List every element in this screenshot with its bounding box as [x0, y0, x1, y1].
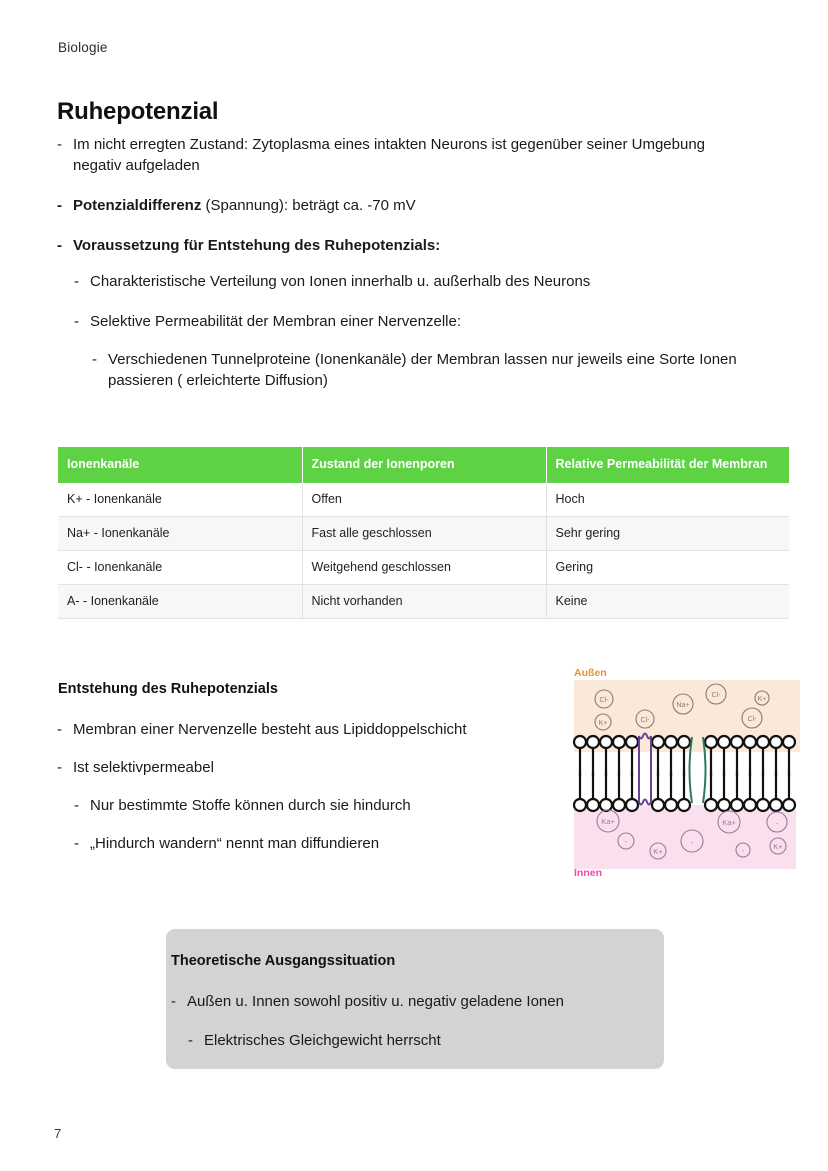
- bullet-marker: -: [57, 759, 62, 776]
- bullet-marker: -: [188, 1032, 193, 1049]
- list-item-label: Elektrisches Gleichgewicht herrscht: [204, 1032, 441, 1049]
- table-header-cell: Relative Permeabilität der Membran: [546, 447, 789, 483]
- page-number: 7: [54, 1126, 62, 1141]
- svg-text:K+: K+: [653, 847, 663, 856]
- list-item: [57, 757, 557, 778]
- callout-title: Theoretische Ausgangssituation: [171, 953, 396, 969]
- table-cell: Cl- - Ionenkanäle: [58, 551, 302, 585]
- table-cell: K+ - Ionenkanäle: [58, 483, 302, 517]
- list-item-lead: Voraussetzung für Entstehung des Ruhepotenzials:: [73, 237, 441, 254]
- list-item-label: [73, 235, 440, 256]
- bullet-marker: -: [57, 197, 62, 214]
- inside-region: [574, 805, 796, 869]
- list-item-label: Im nicht erregten Zustand: Zytoplasma eines intakten Neurons ist gegenüber seiner Umgebung negativ aufgeladen: [73, 136, 706, 174]
- bullet-marker: -: [57, 237, 62, 254]
- list-item: [74, 833, 554, 854]
- list-item-label: Membran einer Nervenzelle besteht aus Lipiddoppelschicht: [73, 721, 467, 738]
- bullet-marker: -: [92, 351, 97, 368]
- outside-label: Außen: [574, 667, 607, 679]
- lipid-upper-leaflet: [574, 736, 795, 776]
- table-cell: Fast alle geschlossen: [302, 517, 546, 551]
- svg-text:Ka+: Ka+: [601, 817, 615, 826]
- table-cell: Weitgehend geschlossen: [302, 551, 546, 585]
- list-item-label: Ist selektivpermeabel: [73, 759, 214, 776]
- membrane-diagram: [566, 665, 804, 878]
- subject-label: Biologie: [58, 40, 108, 55]
- svg-text:Cl-: Cl-: [711, 692, 721, 699]
- lipid-lower-leaflet: [574, 771, 795, 811]
- bullet-marker: -: [74, 835, 79, 852]
- svg-text:-: -: [690, 838, 694, 847]
- svg-text:K+: K+: [773, 842, 783, 851]
- list-item-label: Außen u. Innen sowohl positiv u. negativ geladene Ionen: [187, 993, 564, 1010]
- table-row: [58, 585, 789, 619]
- table-row: [58, 517, 789, 551]
- svg-text:-: -: [624, 837, 628, 846]
- list-item: [57, 235, 757, 256]
- bullet-marker: -: [57, 136, 62, 153]
- section-heading: Entstehung des Ruhepotenzials: [58, 681, 278, 697]
- list-item: [74, 795, 554, 816]
- list-item: [74, 311, 764, 332]
- bullet-marker: -: [74, 797, 79, 814]
- svg-text:Cl-: Cl-: [747, 716, 757, 723]
- table-cell: Gering: [546, 551, 789, 585]
- list-item: [57, 195, 757, 216]
- table-cell: A- - Ionenkanäle: [58, 585, 302, 619]
- list-item-label: Nur bestimmte Stoffe können durch sie hindurch: [90, 797, 411, 814]
- svg-text:K+: K+: [598, 720, 608, 727]
- bullet-marker: -: [74, 273, 79, 290]
- list-item-label: Verschiedenen Tunnelproteine (Ionenkanäle) der Membran lassen nur jeweils eine Sorte Ionen passieren ( erleichterte Diffusion): [108, 351, 737, 389]
- table-cell: Sehr gering: [546, 517, 789, 551]
- table-cell: Keine: [546, 585, 789, 619]
- svg-text:Na+: Na+: [676, 702, 690, 709]
- svg-text:K+: K+: [757, 696, 767, 703]
- list-item-rest: (Spannung): beträgt ca. -70 mV: [201, 197, 416, 214]
- table-header-cell: Zustand der Ionenporen: [302, 447, 546, 483]
- inside-label: Innen: [574, 867, 602, 878]
- list-item-label: Charakteristische Verteilung von Ionen innerhalb u. außerhalb des Neurons: [90, 273, 591, 290]
- list-item-label: Selektive Permeabilität der Membran einer Nervenzelle:: [90, 313, 462, 330]
- table-cell: Na+ - Ionenkanäle: [58, 517, 302, 551]
- svg-text:Cl-: Cl-: [599, 697, 609, 704]
- list-item: [57, 134, 757, 176]
- table-row: [58, 483, 789, 517]
- page-title: Ruhepotenzial: [57, 98, 219, 125]
- bullet-marker: -: [74, 313, 79, 330]
- list-item: [188, 1030, 638, 1051]
- table-header-row: [58, 447, 789, 483]
- bullet-marker: -: [171, 993, 176, 1010]
- list-item-lead: Potenzialdifferenz: [73, 197, 202, 214]
- table-row: [58, 551, 789, 585]
- list-item: [92, 349, 772, 391]
- list-item: [171, 991, 641, 1012]
- list-item-label: „Hindurch wandern“ nennt man diffundieren: [90, 835, 380, 852]
- ion-channel-table: [58, 447, 789, 619]
- list-item: [57, 719, 557, 740]
- list-item-label: [73, 195, 416, 216]
- table-cell: Offen: [302, 483, 546, 517]
- svg-text:-: -: [775, 819, 779, 828]
- svg-text:-: -: [741, 846, 745, 855]
- svg-text:Cl-: Cl-: [640, 717, 650, 724]
- list-item: [74, 271, 764, 292]
- bullet-marker: -: [57, 721, 62, 738]
- table-header-cell: Ionenkanäle: [58, 447, 302, 483]
- svg-text:Ka+: Ka+: [722, 818, 736, 827]
- table-cell: Nicht vorhanden: [302, 585, 546, 619]
- table-cell: Hoch: [546, 483, 789, 517]
